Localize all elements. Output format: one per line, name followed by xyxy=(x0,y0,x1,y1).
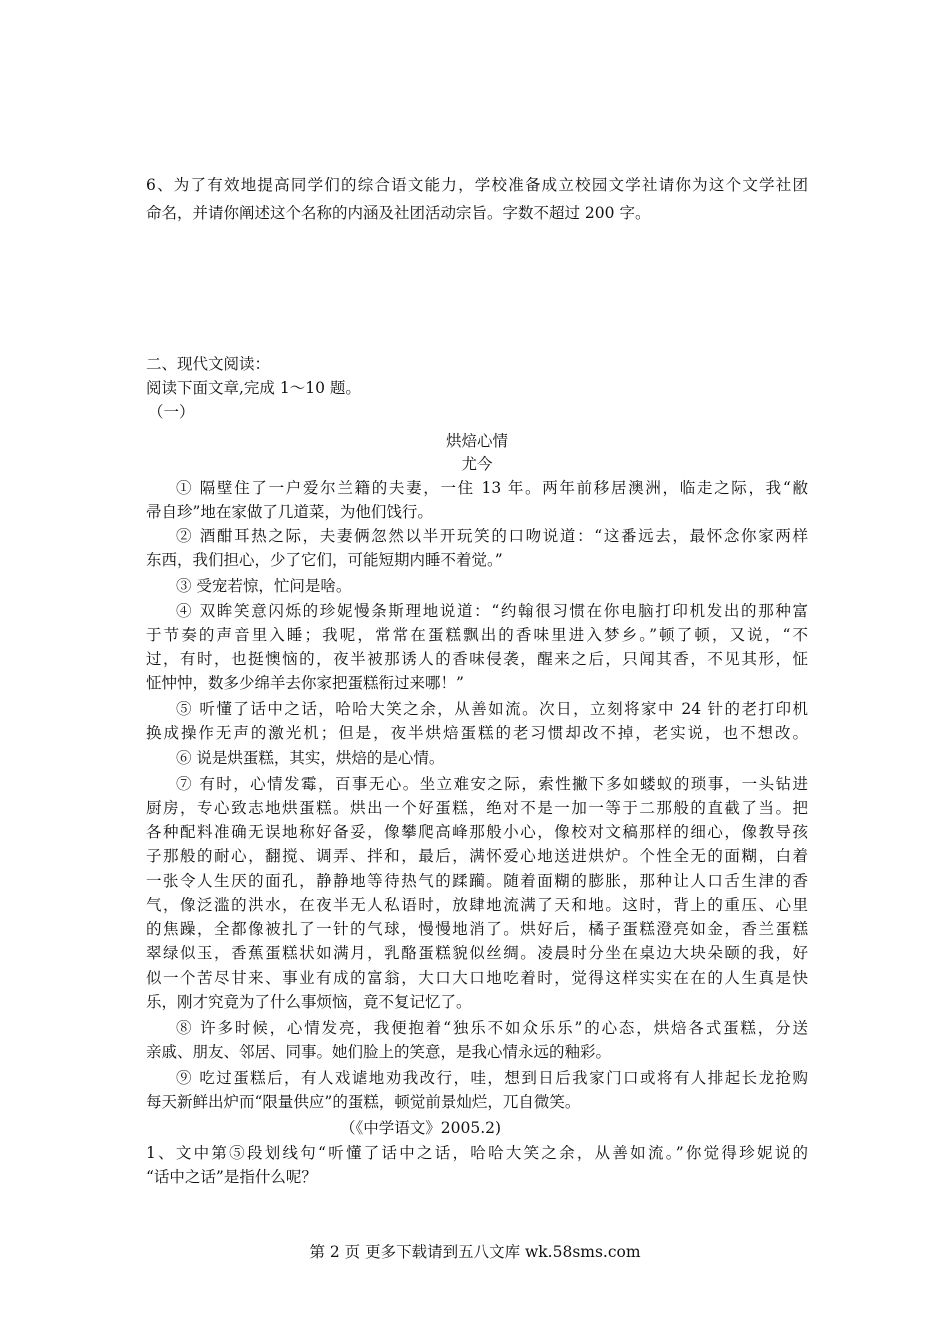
article-source: （《中学语文》2005.2) xyxy=(340,1119,502,1137)
article-line: 每天新鲜出炉而“限量供应”的蛋糕，顿觉前景灿烂，兀自微笑。 xyxy=(146,1093,581,1111)
article-line: 于节奏的声音里入睡；我呢，常常在蛋糕飘出的香味里进入梦乡。”顿了顿，又说，“不 xyxy=(146,626,808,644)
question-6-line-1: 6、为了有效地提高同学们的综合语文能力，学校准备成立校园文学社请你为这个文学社团 xyxy=(146,176,808,194)
article-line: 的焦躁，全都像被扎了一针的气球，慢慢地消了。烘好后，橘子蛋糕澄亮如金，香兰蛋糕 xyxy=(146,920,808,938)
article-line: ① 隔壁住了一户爱尔兰籍的夫妻，一住 13 年。两年前移居澳洲，临走之际，我“敝 xyxy=(176,479,808,497)
question-1-line-2: “话中之话”是指什么呢？ xyxy=(146,1168,317,1186)
page-footer: 第 2 页 更多下载请到五八文库 wk.58sms.com xyxy=(309,1243,641,1261)
question-6-line-2: 命名，并请你阐述这个名称的内涵及社团活动宗旨。字数不超过 200 字。 xyxy=(146,204,651,222)
article-line: ⑤ 听懂了话中之话，哈哈大笑之余，从善如流。次日，立刻将家中 24 针的老打印机 xyxy=(176,700,808,718)
question-1-line-1: 1、文中第⑤段划线句“听懂了话中之话，哈哈大笑之余，从善如流。”你觉得珍妮说的 xyxy=(146,1144,808,1162)
article-line: 似一个苦尽甘来、事业有成的富翁，大口大口地吃着时，觉得这样实实在在的人生真是快 xyxy=(146,969,808,987)
article-line: ⑨ 吃过蛋糕后，有人戏谑地劝我改行，哇，想到日后我家门口或将有人排起长龙抢购 xyxy=(176,1069,808,1087)
part-label: （一） xyxy=(148,403,195,421)
article-line: 过，有时，也挺懊恼的，夜半被那诱人的香味侵袭，醒来之后，只闻其香，不见其形，怔 xyxy=(146,650,808,668)
article-line: ⑥ 说是烘蛋糕，其实，烘焙的是心情。 xyxy=(176,749,445,767)
article-author: 尤今 xyxy=(461,455,493,473)
article-line: 一张令人生厌的面孔，静静地等待热气的蹂躏。随着面糊的膨胀，那种让人口舌生津的香 xyxy=(146,872,808,890)
section-instruction: 阅读下面文章,完成 1～10 题。 xyxy=(146,379,361,397)
section-heading: 二、现代文阅读： xyxy=(146,355,271,373)
article-line: ② 酒酣耳热之际，夫妻俩忽然以半开玩笑的口吻说道：“这番远去，最怀念你家两样 xyxy=(176,527,808,545)
article-line: 乐，刚才究竟为了什么事烦恼，竟不复记忆了。 xyxy=(146,993,472,1011)
article-line: 东西，我们担心，少了它们，可能短期内睡不着觉。” xyxy=(146,551,503,569)
article-line: 怔忡忡，数多少绵羊去你家把蛋糕衔过来哪！” xyxy=(146,674,464,692)
article-line: 翠绿似玉，香蕉蛋糕状如满月，乳酪蛋糕貌似丝绸。凌晨时分坐在桌边大块朵颐的我，好 xyxy=(146,944,808,962)
article-line: ⑧ 许多时候，心情发亮，我便抱着“独乐不如众乐乐”的心态，烘焙各式蛋糕，分送 xyxy=(176,1019,808,1037)
article-line: 子那般的耐心，翻搅、调弄、拌和，最后，满怀爱心地送进烘炉。个性全无的面糊，白着 xyxy=(146,847,808,865)
article-line: 各种配料准确无误地称好备妥，像攀爬高峰那般小心，像校对文稿那样的细心，像教导孩 xyxy=(146,823,808,841)
article-title: 烘焙心情 xyxy=(445,432,508,450)
article-line: 换成操作无声的激光机；但是，夜半烘焙蛋糕的老习惯却改不掉，老实说，也不想改。 xyxy=(146,724,808,742)
article-line: ③ 受宠若惊，忙问是啥。 xyxy=(176,577,352,595)
article-line: 亲戚、朋友、邻居、同事。她们脸上的笑意，是我心情永远的釉彩。 xyxy=(146,1043,612,1061)
article-line: ④ 双眸笑意闪烁的珍妮慢条斯理地说道：“约翰很习惯在你电脑打印机发出的那种富 xyxy=(176,602,808,620)
article-line: 帚自珍”地在家做了几道菜，为他们饯行。 xyxy=(146,503,433,521)
article-line: 厨房，专心致志地烘蛋糕。烘出一个好蛋糕，绝对不是一加一等于二那般的直截了当。把 xyxy=(146,799,808,817)
article-line: 气，像泛滥的洪水，在夜半无人私语时，放肆地流满了天和地。这时，背上的重压、心里 xyxy=(146,896,808,914)
article-line: ⑦ 有时，心情发霉，百事无心。坐立难安之际，索性撇下多如蝼蚁的琐事，一头钻进 xyxy=(176,775,808,793)
